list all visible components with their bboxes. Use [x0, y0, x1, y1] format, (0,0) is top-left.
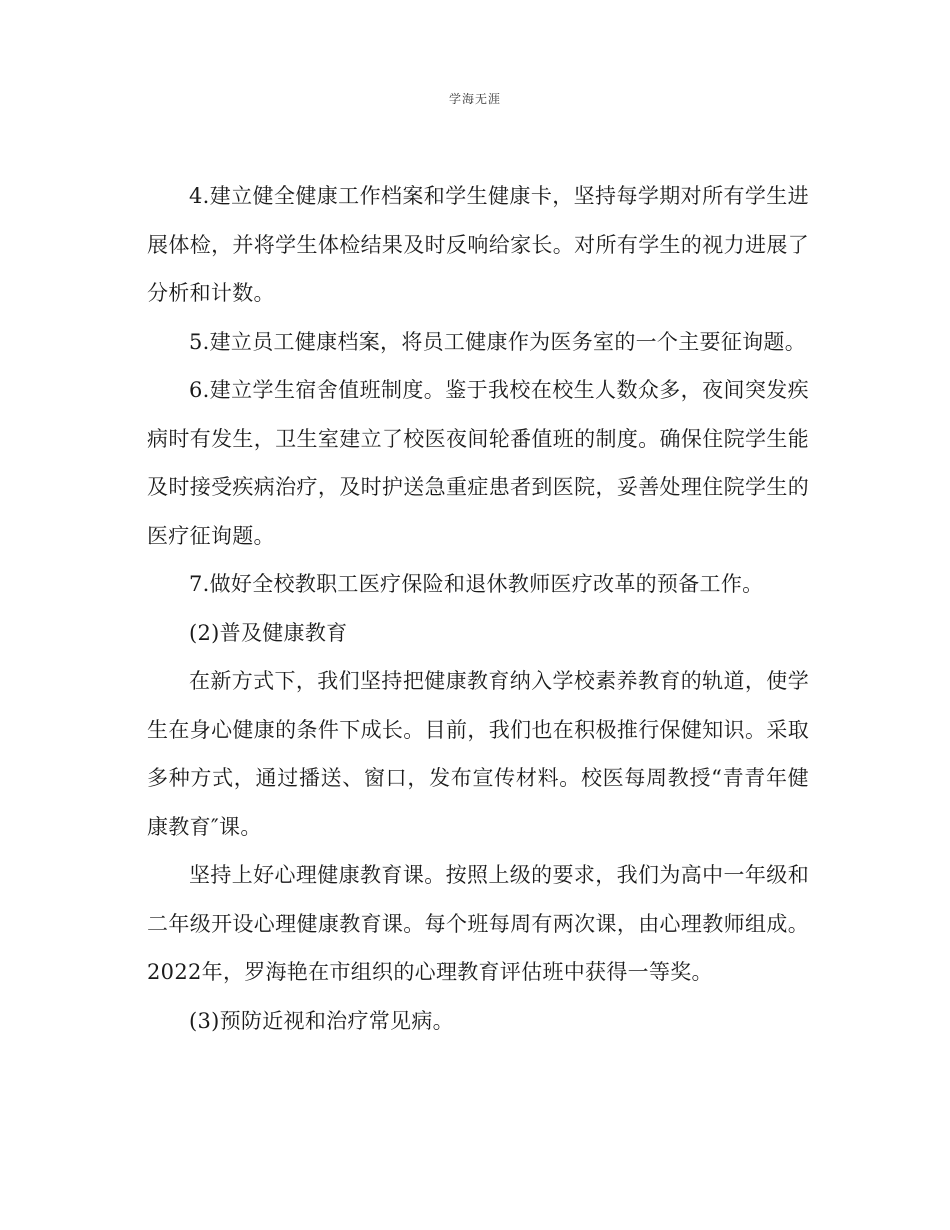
section-heading-health-education: (2)普及健康教育 — [189, 620, 348, 645]
page-header: 学海无涯 — [448, 92, 501, 106]
paragraph-mental-health: 坚持上好心理健康教育课。按照上级的要求，我们为高中一年级和二年级开设心理健康教育课。每个班每周有两次课，由心理教师组成。2022年，罗海艳在市组织的心理教育评估班中获得一等奖。 — [147, 863, 809, 984]
paragraph-insurance: 7.做好全校教职工医疗保险和退休教师医疗改革的预备工作。 — [189, 572, 764, 596]
paragraph-health-records: 4.建立健全健康工作档案和学生健康卡，坚持每学期对所有学生进展体检，并将学生体检结果及时反响给家长。对所有学生的视力进展了分析和计数。 — [147, 184, 809, 305]
section-heading-myopia: (3)预防近视和治疗常见病。 — [189, 1008, 454, 1033]
paragraph-staff-records: 5.建立员工健康档案，将员工健康作为医务室的一个主要征询题。 — [189, 329, 807, 354]
paragraph-health-education: 在新方式下，我们坚持把健康教育纳入学校素养教育的轨道，使学生在身心健康的条件下成长。目前，我们也在积极推行保健知识。采取多种方式，通过播送、窗口，发布宣传材料。校医每周教授“青青年健康教育″课。 — [147, 669, 809, 839]
paragraph-dorm-duty: 6.建立学生宿舍值班制度。鉴于我校在校生人数众多，夜间突发疾病时有发生，卫生室建立了校医夜间轮番值班的制度。确保住院学生能及时接受疾病治疗，及时护送急重症患者到医院，妥善处理住院学生的医疗征询题。 — [147, 378, 809, 548]
document-body — [147, 172, 809, 1045]
